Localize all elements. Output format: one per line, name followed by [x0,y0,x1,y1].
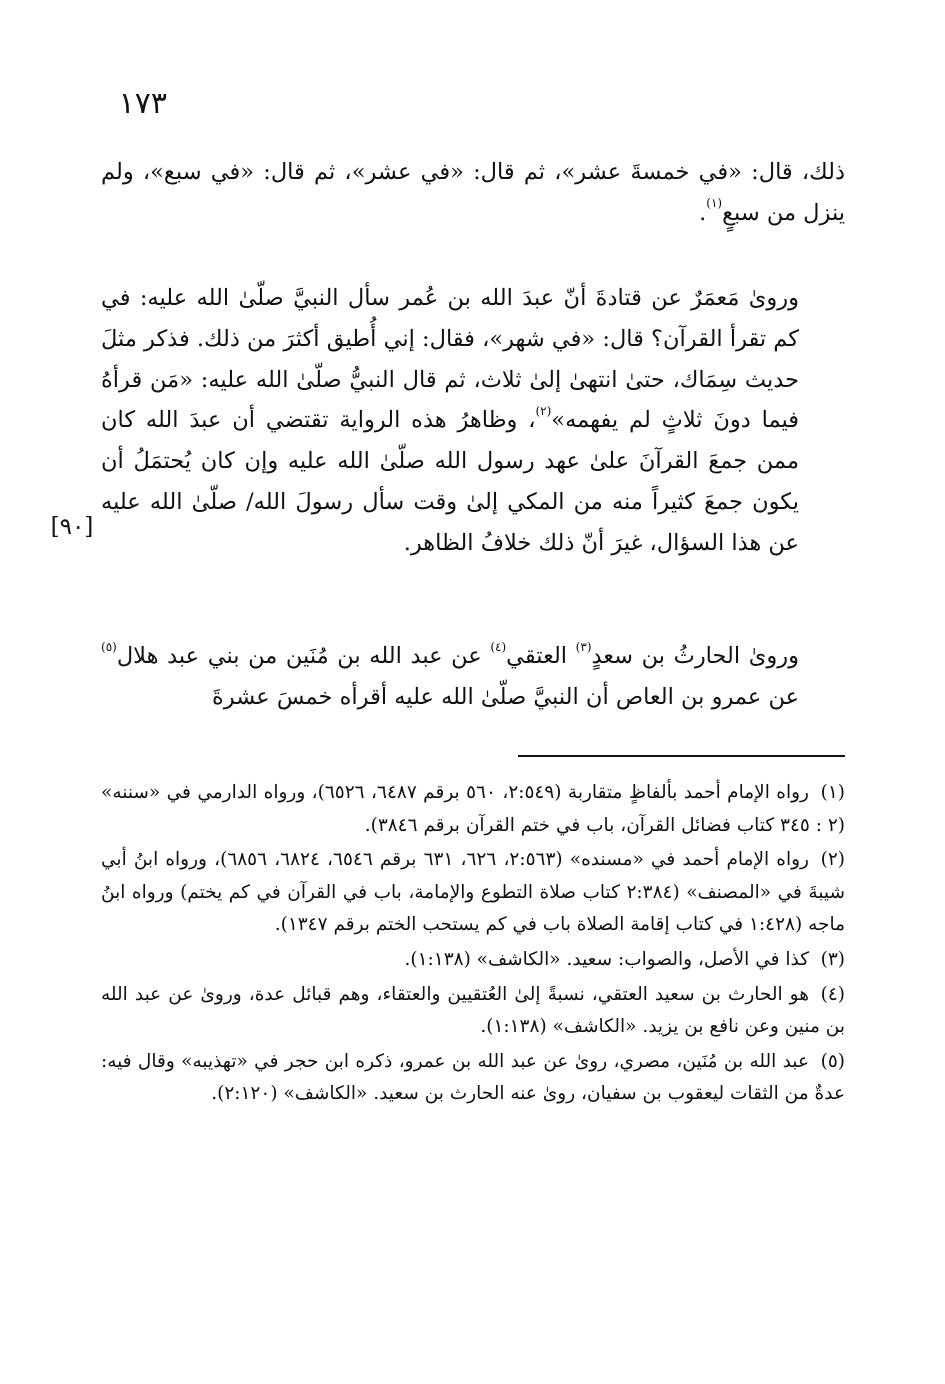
paragraph-2-rest: ، وظاهرُ هذه الرواية تقتضي أن عبدَ الله كان ممن جمعَ القرآنَ علىٰ عهد رسول الله صلّىٰ الله عليه وإن كان يُحتمَلُ أن يكون جمعَ كثيراً منه من المكي إلىٰ وقت سأل رسولَ الله/ صلّىٰ الله عليه عن هذا السؤال، غيرَ أنّ ذلك خلافُ الظاهر. [101,407,799,556]
paragraph-1-text: ذلك، قال: «في خمسةَ عشر»، ثم قال: «في عشر»، ثم قال: «في سبع»، ولم ينزل من سبعٍ [101,159,845,226]
margin-reference: [٩٠] [50,514,94,540]
paragraph-1 [101,152,845,236]
footnote-5 [101,1046,845,1111]
footnotes-list [101,777,845,1113]
footnote-text: رواه الإمام أحمد بألفاظٍ متقاربة (٢:٥٤٩، ٥٦٠ برقم ٦٤٨٧، ٦٥٢٦)، ورواه الدارمي في «سننه» (٢ : ٣٤٥ كتاب فضائل القرآن، باب في ختم القرآن برقم ٣٨٤٦). [101,782,845,836]
footnote-number: (٥) [820,1050,845,1072]
paragraph-2 [101,278,845,604]
footnote-ref-1: (١) [706,196,723,211]
footnote-text: عبد الله بن مُنَين، مصري، روىٰ عن عبد الله بن عمرو، ذكره ابن حجر في «تهذيبه» وقال فيه: عدةٌ من الثقات ليعقوب بن سفيان، روىٰ عنه الحارث بن سعيد. «الكاشف» (٢:١٢٠). [101,1050,845,1105]
paragraph-2-text: وروىٰ مَعمَرٌ عن قتادةَ أنّ عبدَ الله بن عُمر سأل النبيَّ صلّىٰ الله عليه: في كم تقرأ القرآن؟ قال: «في شهر»، فقال: إني أُطيق أكثرَ من ذلك. فذكر مثلَ حديث سِمَاك، حتىٰ انتهىٰ إلىٰ ثلاث، ثم قال النبيُّ صلّىٰ الله عليه: «مَن قرأهُ فيما دونَ ثلاثٍ لم يفهمه» [101,285,799,434]
footnote-ref-4: (٤) [490,639,507,654]
footnote-text: كذا في الأصل، والصواب: سعيد. «الكاشف» (١:١٣٨). [404,948,809,970]
paragraph-1-end: . [699,199,707,226]
footnote-ref-2: (٢) [535,403,552,418]
footnote-separator [518,755,845,757]
footnote-text: رواه الإمام أحمد في «مسنده» (٢:٥٦٣، ٦٢٦، ٦٣١ برقم ٦٥٤٦، ٦٨٢٤، ٦٨٥٦)، ورواه ابنُ أبي شيبةَ في «المصنف» (٢:٣٨٤ كتاب صلاة التطوع والإمامة، باب في القرآن في كم يختم) ورواه ابنُ ماجه (١:٤٢٨ في كتاب إقامة الصلاة باب في كم يستحب الختم برقم ١٣٤٧). [101,849,845,936]
footnote-number: (٣) [820,948,845,970]
footnote-number: (١) [820,782,845,803]
paragraph-3 [101,636,845,720]
paragraph-3-part-2: العتقي [506,643,576,669]
footnote-number: (٢) [820,849,845,871]
paragraph-3-part-1: وروىٰ الحارثُ بن سعدٍ [591,643,799,669]
footnote-4 [101,979,845,1044]
footnote-1 [101,777,845,842]
footnote-ref-5: (٥) [101,639,117,654]
footnote-text: هو الحارث بن سعيد العتقي، نسبةً إلىٰ العُتقيين والعتقاء، وهم قبائل عدة، وروىٰ عن عبد الله بن منين وعن نافع بن يزيد. «الكاشف» (١:١٣٨). [101,983,845,1038]
page-number: ١٧٣ [118,86,167,121]
footnote-number: (٤) [820,983,845,1005]
main-text [101,152,845,720]
footnote-3 [101,944,845,977]
paragraph-3-part-4: عن عمرو بن العاص أن النبيَّ صلّىٰ الله عليه أقرأه خمسَ عشرةَ [212,683,799,710]
footnote-ref-3: (٣) [575,639,592,654]
footnote-2 [101,844,845,942]
paragraph-3-part-3: عن عبد الله بن مُنَين من بني عبد هلال [116,643,491,669]
